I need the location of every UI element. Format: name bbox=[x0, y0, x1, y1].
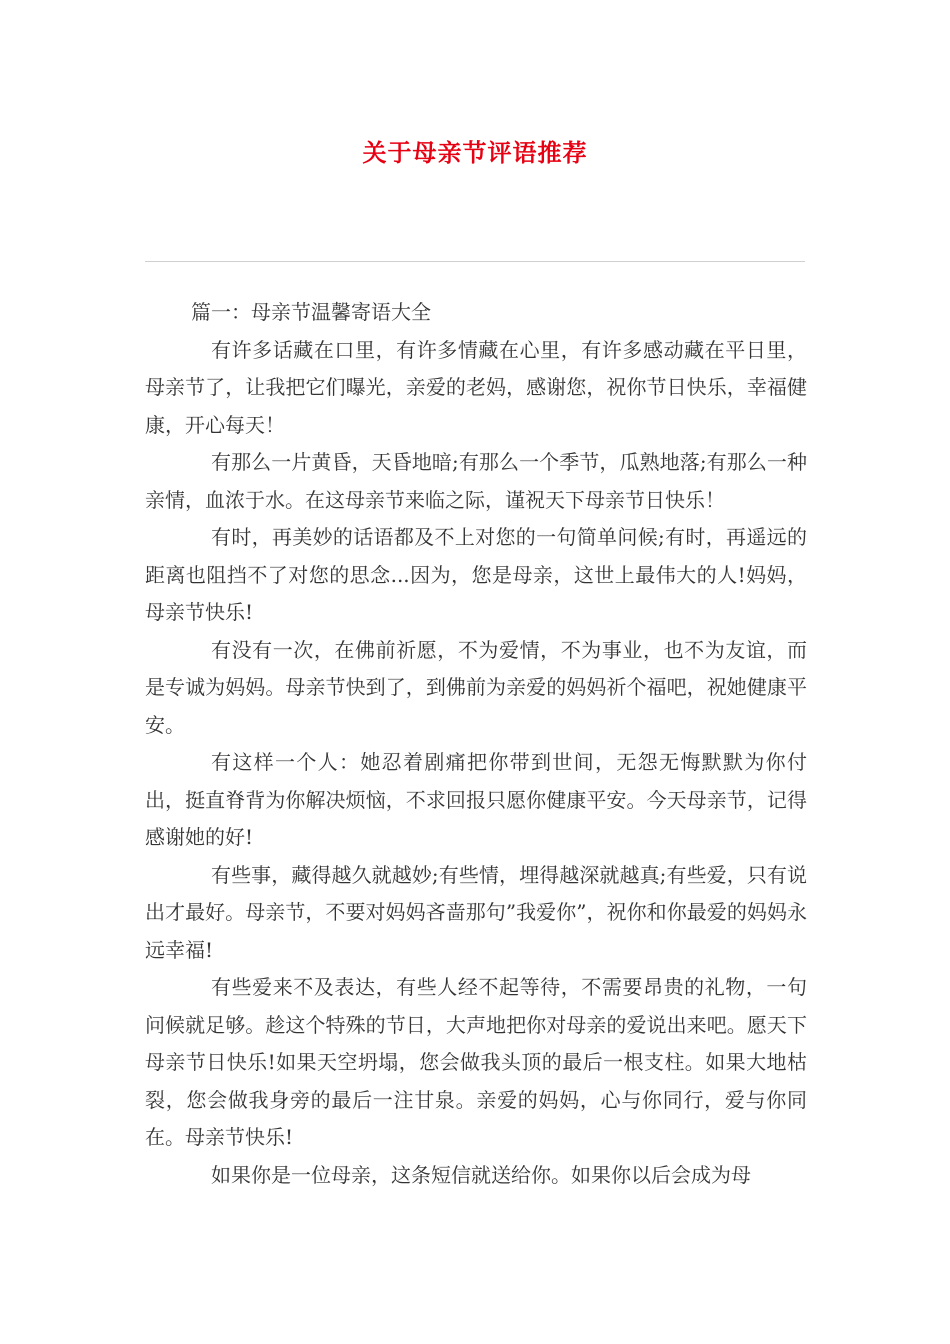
paragraph: 有些爱来不及表达，有些人经不起等待，不需要昂贵的礼物，一句问候就足够。趁这个特殊的节日，大声地把你对母亲的爱说出来吧。愿天下母亲节日快乐!如果天空坍塌，您会做我头顶的最后一根支柱。如果大地枯裂，您会做我身旁的最后一注甘泉。亲爱的妈妈，心与你同行，爱与你同在。母亲节快乐! bbox=[145, 975, 807, 1149]
document-body bbox=[145, 294, 807, 1194]
paragraph: 有许多话藏在口里，有许多情藏在心里，有许多感动藏在平日里，母亲节了，让我把它们曝光，亲爱的老妈，感谢您，祝你节日快乐，幸福健康，开心每天！ bbox=[145, 337, 807, 437]
paragraph: 有些事，藏得越久就越妙;有些情，埋得越深就越真;有些爱，只有说出才最好。母亲节，不要对妈妈吝啬那句”我爱你”，祝你和你最爱的妈妈永远幸福! bbox=[145, 862, 807, 962]
paragraph: 有时，再美妙的话语都及不上对您的一句简单问候;有时，再遥远的距离也阻挡不了对您的思念...因为，您是母亲，这世上最伟大的人!妈妈，母亲节快乐! bbox=[145, 525, 807, 624]
paragraph: 有没有一次，在佛前祈愿，不为爱情，不为事业，也不为友谊，而是专诚为妈妈。母亲节快到了，到佛前为亲爱的妈妈祈个福吧，祝她健康平安。 bbox=[145, 637, 807, 737]
paragraph: 有这样一个人：她忍着剧痛把你带到世间，无怨无悔默默为你付出，挺直脊背为你解决烦恼，不求回报只愿你健康平安。今天母亲节，记得感谢她的好! bbox=[145, 750, 807, 849]
title-divider bbox=[145, 261, 805, 262]
document-title: 关于母亲节评语推荐 bbox=[362, 139, 588, 167]
paragraph: 有那么一片黄昏，天昏地暗;有那么一个季节，瓜熟地落;有那么一种亲情，血浓于水。在这母亲节来临之际，谨祝天下母亲节日快乐！ bbox=[145, 450, 807, 512]
section-heading: 篇一：母亲节温馨寄语大全 bbox=[191, 300, 431, 324]
paragraph: 如果你是一位母亲，这条短信就送给你。如果你以后会成为母 bbox=[211, 1162, 751, 1187]
